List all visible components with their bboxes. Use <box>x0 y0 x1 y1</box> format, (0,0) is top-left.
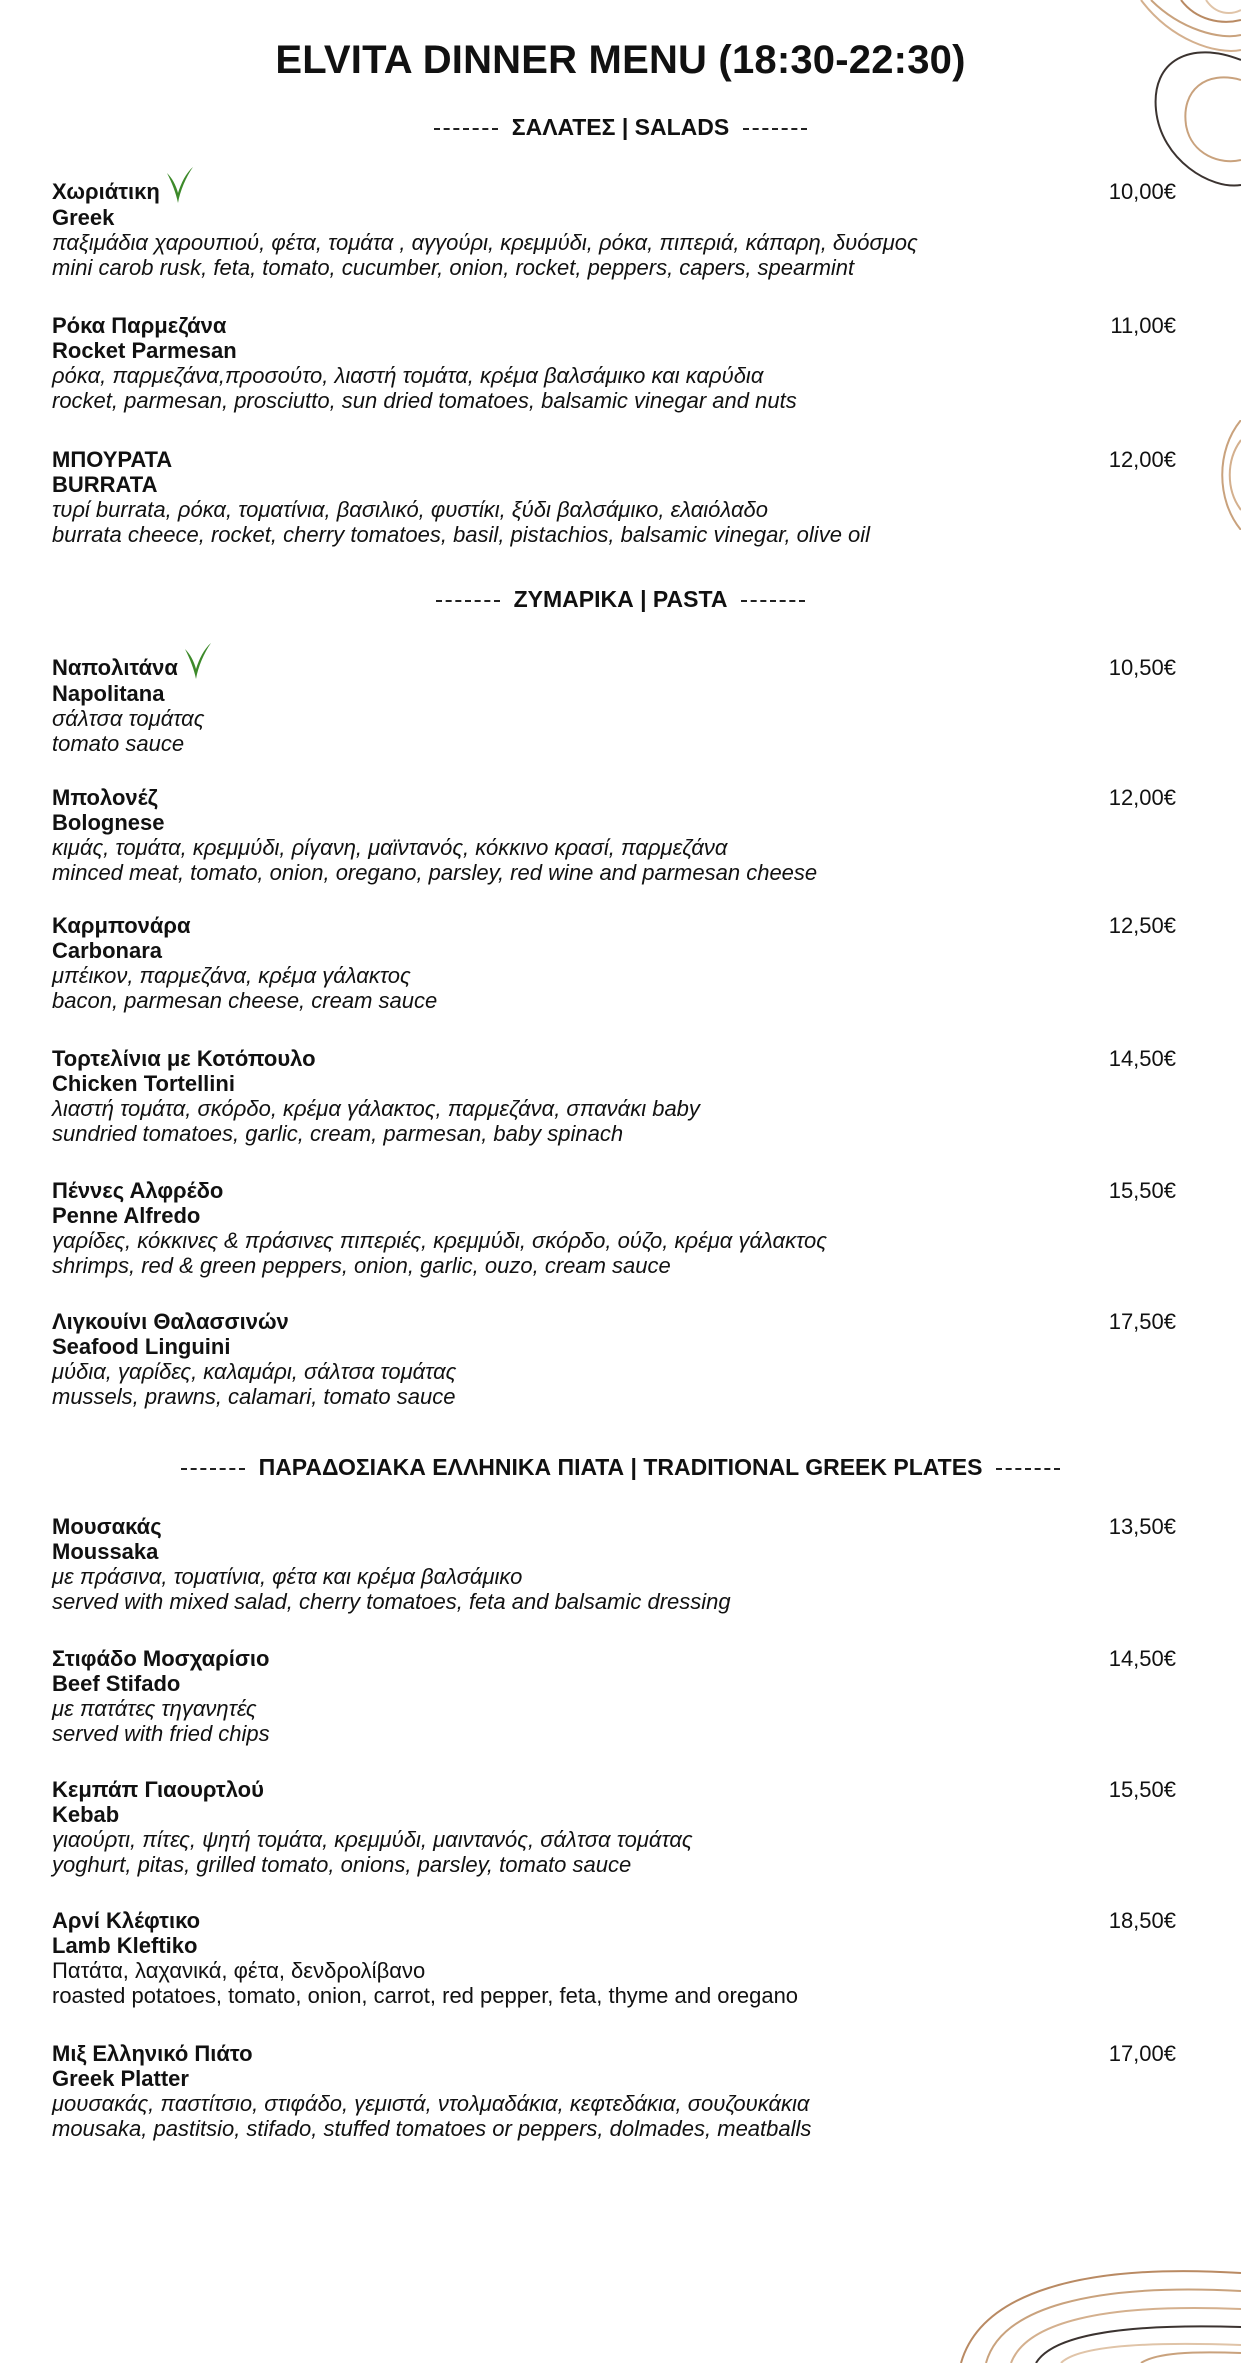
item-name-english: Penne Alfredo <box>52 1203 201 1228</box>
item-name-english: Kebab <box>52 1802 120 1827</box>
item-description-english: mussels, prawns, calamari, tomato sauce <box>52 1384 456 1409</box>
item-description-greek: με πράσινα, τοματίνια, φέτα και κρέμα βαλσάμικο <box>52 1564 523 1589</box>
item-description-greek: κιμάς, τομάτα, κρεμμύδι, ρίγανη, μαϊντανός, κόκκινο κρασί, παρμεζάνα <box>52 835 728 860</box>
item-name-greek-text: ΜΠΟΥΡΑΤΑ <box>52 447 173 472</box>
section-heading <box>0 1454 1241 1481</box>
item-price: 15,50€ <box>1108 1777 1176 1802</box>
heading-rule-left <box>181 1468 245 1470</box>
menu-item <box>52 1309 1182 1409</box>
item-description-english: yoghurt, pitas, grilled tomato, onions, parsley, tomato sauce <box>52 1852 632 1877</box>
menu-item <box>52 1178 1182 1278</box>
item-description-greek: γιαούρτι, πίτες, ψητή τομάτα, κρεμμύδι, μαιντανός, σάλτσα τομάτας <box>52 1827 693 1852</box>
item-name-greek-text: Ναπολιτάνα <box>52 655 178 680</box>
menu-item <box>52 785 1182 885</box>
heading-rule-right <box>741 600 805 602</box>
decorative-swirl-right <box>1211 420 1241 530</box>
item-name-greek <box>52 447 1182 472</box>
menu-item <box>52 1646 1182 1746</box>
heading-rule-right <box>996 1468 1060 1470</box>
item-name-english: Greek Platter <box>52 2066 189 2091</box>
menu-title: ELVITA DINNER MENU (18:30-22:30) <box>275 38 966 82</box>
item-name-greek-text: Μπολονέζ <box>52 785 158 810</box>
item-name-english: Rocket Parmesan <box>52 338 237 363</box>
item-description-greek: τυρί burrata, ρόκα, τοματίνια, βασιλικό, φυστίκι, ξύδι βαλσάμικο, ελαιόλαδο <box>52 497 768 522</box>
menu-item <box>52 1908 1182 2008</box>
item-name-english: BURRATA <box>52 472 158 497</box>
item-name-greek <box>52 641 1182 681</box>
section-heading <box>0 586 1241 613</box>
item-description-english: served with fried chips <box>52 1721 270 1746</box>
heading-rule-right <box>743 128 807 130</box>
item-description-greek: παξιμάδια χαρουπιού, φέτα, τομάτα , αγγούρι, κρεμμύδι, ρόκα, πιπεριά, κάπαρη, δυόσμος <box>52 230 918 255</box>
item-description-english: sundried tomatoes, garlic, cream, parmesan, baby spinach <box>52 1121 624 1146</box>
item-name-greek-text: Κεμπάπ Γιαουρτλού <box>52 1777 264 1802</box>
vegetarian-leaf-icon <box>182 641 212 681</box>
item-price: 17,00€ <box>1108 2041 1176 2066</box>
item-name-english: Chicken Tortellini <box>52 1071 235 1096</box>
item-description-english: roasted potatoes, tomato, onion, carrot, red pepper, feta, thyme and oregano <box>52 1983 799 2008</box>
item-name-greek <box>52 313 1182 338</box>
item-name-greek <box>52 1046 1182 1071</box>
item-name-english: Beef Stifado <box>52 1671 181 1696</box>
item-name-greek <box>52 1646 1182 1671</box>
item-price: 17,50€ <box>1108 1309 1176 1334</box>
menu-item <box>52 165 1182 280</box>
section-heading-text: ΖΥΜΑΡΙΚΑ | PASTA <box>513 586 728 612</box>
item-name-english: Lamb Kleftiko <box>52 1933 198 1958</box>
item-price: 14,50€ <box>1108 1046 1176 1071</box>
menu-item <box>52 913 1182 1013</box>
item-name-greek <box>52 785 1182 810</box>
item-description-english: burrata cheece, rocket, cherry tomatoes, basil, pistachios, balsamic vinegar, olive oil <box>52 522 871 547</box>
item-price: 18,50€ <box>1108 1908 1176 1933</box>
menu-item <box>52 447 1182 547</box>
item-description-english: mousaka, pastitsio, stifado, stuffed tomatoes or peppers, dolmades, meatballs <box>52 2116 812 2141</box>
item-name-greek-text: Τορτελίνια με Κοτόπουλο <box>52 1046 316 1071</box>
item-name-english: Greek <box>52 205 115 230</box>
item-name-greek <box>52 2041 1182 2066</box>
decorative-swirl-bottom <box>941 2253 1241 2363</box>
item-price: 13,50€ <box>1108 1514 1176 1539</box>
item-description-english: mini carob rusk, feta, tomato, cucumber, onion, rocket, peppers, capers, spearmint <box>52 255 855 280</box>
menu-item <box>52 641 1182 756</box>
item-name-greek-text: Μουσακάς <box>52 1514 162 1539</box>
item-description-english: tomato sauce <box>52 731 185 756</box>
item-price: 10,00€ <box>1108 179 1176 204</box>
item-name-greek <box>52 1309 1182 1334</box>
item-price: 12,50€ <box>1108 913 1176 938</box>
menu-item <box>52 2041 1182 2141</box>
item-price: 11,00€ <box>1110 313 1176 338</box>
item-name-greek <box>52 165 1182 205</box>
item-name-greek <box>52 1514 1182 1539</box>
heading-rule-left <box>436 600 500 602</box>
item-name-greek <box>52 1908 1182 1933</box>
item-description-english: minced meat, tomato, onion, oregano, parsley, red wine and parmesan cheese <box>52 860 818 885</box>
item-price: 12,00€ <box>1108 785 1176 810</box>
item-price: 14,50€ <box>1108 1646 1176 1671</box>
item-description-english: served with mixed salad, cherry tomatoes, feta and balsamic dressing <box>52 1589 731 1614</box>
section-heading-text: ΣΑΛΑΤΕΣ | SALADS <box>511 114 730 140</box>
item-description-greek: μπέικον, παρμεζάνα, κρέμα γάλακτος <box>52 963 411 988</box>
menu-item <box>52 1777 1182 1877</box>
vegetarian-leaf-icon <box>164 165 194 205</box>
item-name-greek <box>52 1178 1182 1203</box>
item-name-greek <box>52 1777 1182 1802</box>
item-description-greek: γαρίδες, κόκκινες & πράσινες πιπεριές, κρεμμύδι, σκόρδο, ούζο, κρέμα γάλακτος <box>52 1228 827 1253</box>
menu-item <box>52 1514 1182 1614</box>
item-description-english: rocket, parmesan, prosciutto, sun dried tomatoes, balsamic vinegar and nuts <box>52 388 797 413</box>
item-price: 10,50€ <box>1108 655 1176 680</box>
item-name-greek-text: Πέννες Αλφρέδο <box>52 1178 224 1203</box>
item-description-greek: Πατάτα, λαχανικά, φέτα, δενδρολίβανο <box>52 1958 426 1983</box>
item-name-greek <box>52 913 1182 938</box>
item-price: 15,50€ <box>1108 1178 1176 1203</box>
item-description-greek: μύδια, γαρίδες, καλαμάρι, σάλτσα τομάτας <box>52 1359 457 1384</box>
item-name-english: Seafood Linguini <box>52 1334 231 1359</box>
item-description-greek: ρόκα, παρμεζάνα,προσούτο, λιαστή τομάτα, κρέμα βαλσάμικο και καρύδια <box>52 363 764 388</box>
item-name-greek-text: Ρόκα Παρμεζάνα <box>52 313 227 338</box>
section-heading <box>0 114 1241 141</box>
heading-rule-left <box>434 128 498 130</box>
item-description-greek: λιαστή τομάτα, σκόρδο, κρέμα γάλακτος, παρμεζάνα, σπανάκι baby <box>52 1096 700 1121</box>
item-description-greek: με πατάτες τηγανητές <box>52 1696 257 1721</box>
item-name-english: Moussaka <box>52 1539 159 1564</box>
item-name-greek-text: Στιφάδο Μοσχαρίσιο <box>52 1646 270 1671</box>
item-description-english: shrimps, red & green peppers, onion, garlic, ouzo, cream sauce <box>52 1253 671 1278</box>
item-price: 12,00€ <box>1108 447 1176 472</box>
item-name-greek-text: Χωριάτικη <box>52 179 160 204</box>
item-name-english: Napolitana <box>52 681 165 706</box>
item-name-english: Carbonara <box>52 938 163 963</box>
item-name-greek-text: Καρμπονάρα <box>52 913 191 938</box>
section-heading-text: ΠΑΡΑΔΟΣΙΑΚΑ ΕΛΛΗΝΙΚΑ ΠΙΑΤΑ | TRADITIONAL GREEK PLATES <box>258 1454 983 1480</box>
item-name-english: Bolognese <box>52 810 165 835</box>
item-name-greek-text: Μιξ Ελληνικό Πιάτο <box>52 2041 253 2066</box>
item-description-greek: σάλτσα τομάτας <box>52 706 205 731</box>
menu-item <box>52 1046 1182 1146</box>
item-name-greek-text: Αρνί Κλέφτικο <box>52 1908 201 1933</box>
item-description-english: bacon, parmesan cheese, cream sauce <box>52 988 438 1013</box>
menu-item <box>52 313 1182 413</box>
item-description-greek: μουσακάς, παστίτσιο, στιφάδο, γεμιστά, ντολμαδάκια, κεφτεδάκια, σουζουκάκια <box>52 2091 810 2116</box>
item-name-greek-text: Λιγκουίνι Θαλασσινών <box>52 1309 289 1334</box>
